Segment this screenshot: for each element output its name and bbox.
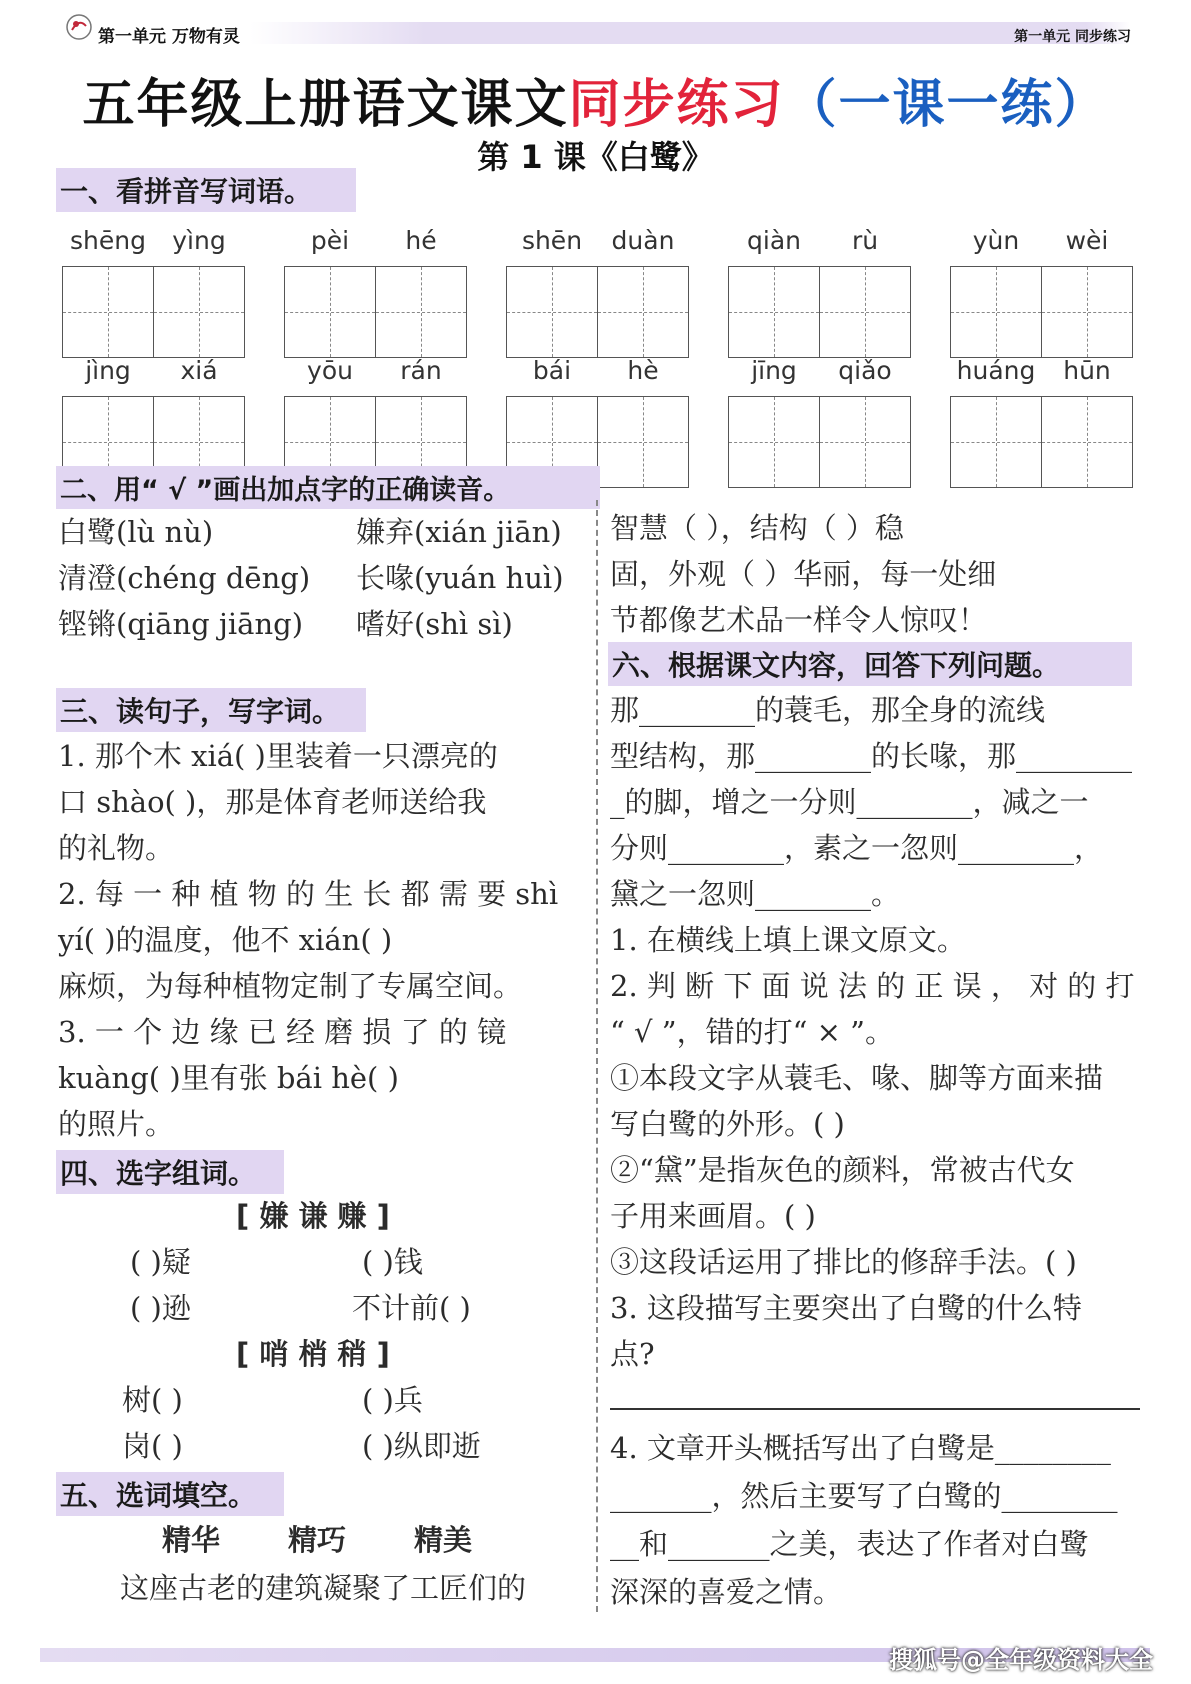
pinyin-syllable: hè: [627, 356, 659, 385]
page-title: [0, 62, 1191, 137]
question-line: 黛之一忽则________。: [610, 877, 901, 911]
reading-item: 嗜好(shì sì): [356, 607, 513, 641]
sentence-line: 口 shào( )，那是体育老师送给我: [58, 785, 487, 819]
word-blank: ( )钱: [362, 1245, 423, 1279]
writing-cell[interactable]: [728, 266, 820, 358]
writing-cell[interactable]: [819, 396, 911, 488]
pinyin-syllable: jīng: [751, 356, 797, 385]
reading-item: 白鹭(lù nù): [58, 515, 214, 549]
question-line: _的脚，增之一分则________，减之一: [610, 785, 1089, 819]
reading-item: 清澄(chéng dēng): [58, 561, 311, 595]
question-line: “ √ ”，错的打“ × ”。: [610, 1015, 894, 1049]
writing-cell[interactable]: [597, 266, 689, 358]
question-line: 型结构，那________的长喙，那________: [610, 739, 1133, 773]
pinyin-syllable: shēng: [70, 226, 146, 255]
pinyin-syllable: pèi: [310, 226, 350, 255]
pinyin-syllable: bái: [532, 356, 572, 385]
question-line: 1. 在横线上填上课文原文。: [610, 923, 966, 957]
pinyin-syllable: rán: [400, 356, 442, 385]
question-line: 子用来画眉。( ): [610, 1199, 816, 1233]
char-group-1: [ 嫌 谦 赚 ]: [236, 1199, 390, 1233]
title-part-2: 同步练习: [568, 75, 785, 135]
sentence-line: 1. 那个木 xiá( )里装着一只漂亮的: [58, 739, 498, 773]
writing-cell[interactable]: [1041, 266, 1133, 358]
header-unit-right: 第一单元 同步练习: [1014, 29, 1131, 45]
section-6-heading: 六、根据课文内容，回答下列问题。: [608, 642, 1132, 686]
writing-cell[interactable]: [62, 266, 154, 358]
pinyin-syllable: jìng: [85, 356, 131, 385]
question-line: 写白鹭的外形。( ): [610, 1107, 845, 1141]
question-line: ②“黛”是指灰色的颜料，常被古代女: [610, 1153, 1075, 1187]
question-line: 深深的喜爱之情。: [610, 1575, 843, 1609]
pinyin-syllable: qiàn: [747, 226, 801, 255]
title-part-1: 五年级上册语文课文: [82, 75, 569, 135]
sentence-line: kuàng( )里有张 bái hè( ): [58, 1061, 399, 1095]
section-5-heading: 五、选词填空。: [56, 1472, 284, 1516]
section-4-heading: 四、选字组词。: [56, 1150, 284, 1194]
writing-cell[interactable]: [153, 266, 245, 358]
pinyin-syllable: qiǎo: [838, 356, 892, 385]
question-line: __和_______之美，表达了作者对白鹭: [610, 1527, 1089, 1561]
writing-cell[interactable]: [284, 266, 376, 358]
word-blank: 岗( ): [122, 1429, 183, 1463]
writing-cell[interactable]: [375, 266, 467, 358]
pinyin-syllable: duàn: [611, 226, 675, 255]
reading-item: 铿锵(qiāng jiāng): [58, 607, 304, 641]
lesson-subtitle: 第 1 课《白鹭》: [477, 138, 714, 176]
pinyin-syllable: rù: [851, 226, 879, 255]
writing-cell[interactable]: [1041, 396, 1133, 488]
title-part-3: （一课一练）: [784, 75, 1109, 135]
word-blank: ( )疑: [130, 1245, 191, 1279]
question-line: 3. 这段描写主要突出了白鹭的什么特: [610, 1291, 1082, 1325]
answer-rule: [610, 1408, 1140, 1410]
pinyin-syllable: yōu: [307, 356, 353, 385]
word-choice: 精华: [162, 1523, 221, 1557]
writing-cell[interactable]: [728, 396, 820, 488]
header-unit-left: 第一单元 万物有灵: [98, 27, 240, 47]
reading-item: 长喙(yuán huì): [356, 561, 564, 595]
writing-cell[interactable]: [950, 396, 1042, 488]
question-line: 分则________，素之一忽则________，: [610, 831, 1104, 865]
section-3-heading: 三、读句子，写字词。: [56, 688, 366, 732]
reading-item: 嫌弃(xián jiān): [356, 515, 562, 549]
footer-watermark: 搜狐号@全年级资料大全: [889, 1646, 1153, 1674]
char-group-2: [ 哨 梢 稍 ]: [236, 1337, 390, 1371]
header-band: [250, 22, 1130, 44]
unit-logo-icon: [64, 12, 94, 42]
pinyin-syllable: huáng: [956, 356, 1036, 385]
word-blank: 树( ): [122, 1383, 183, 1417]
word-choice: 精美: [414, 1523, 473, 1557]
word-blank: ( )纵即逝: [362, 1429, 481, 1463]
writing-cell[interactable]: [506, 266, 598, 358]
sentence-line: 2. 每 一 种 植 物 的 生 长 都 需 要 shì: [58, 877, 559, 911]
writing-cell[interactable]: [950, 266, 1042, 358]
word-blank: 不计前( ): [352, 1291, 471, 1325]
writing-cell[interactable]: [819, 266, 911, 358]
fill-line: 智慧（ ），结构（ ）稳: [610, 511, 904, 545]
section-2-heading: 二、用“ √ ”画出加点字的正确读音。: [56, 466, 600, 509]
word-blank: ( )逊: [130, 1291, 191, 1325]
fill-line: 节都像艺术品一样令人惊叹！: [610, 603, 988, 637]
fill-line: 这座古老的建筑凝聚了工匠们的: [120, 1571, 527, 1605]
column-divider: [596, 500, 598, 1612]
pinyin-syllable: hé: [405, 226, 437, 255]
pinyin-syllable: xiá: [180, 356, 218, 385]
section-1-heading: 一、看拼音写词语。: [56, 168, 356, 212]
word-choice: 精巧: [288, 1523, 347, 1557]
pinyin-syllable: shēn: [521, 226, 583, 255]
pinyin-syllable: yùn: [972, 226, 1020, 255]
pinyin-syllable: yìng: [172, 226, 226, 255]
sentence-line: yí( )的温度，他不 xián( ): [58, 923, 393, 957]
question-line: ③这段话运用了排比的修辞手法。( ): [610, 1245, 1077, 1279]
pinyin-syllable: hūn: [1063, 356, 1111, 385]
question-line: 2. 判 断 下 面 说 法 的 正 误 ， 对 的 打: [610, 969, 1135, 1003]
question-line: 点?: [610, 1337, 655, 1371]
writing-cell[interactable]: [597, 396, 689, 488]
fill-line: 固，外观（ ）华丽，每一处细: [610, 557, 997, 591]
sentence-line: 的礼物。: [58, 831, 175, 865]
question-line: ①本段文字从蓑毛、喙、脚等方面来描: [610, 1061, 1104, 1095]
sentence-line: 3. 一 个 边 缘 已 经 磨 损 了 的 镜: [58, 1015, 507, 1049]
word-blank: ( )兵: [362, 1383, 423, 1417]
question-line: 那________的蓑毛，那全身的流线: [610, 693, 1046, 727]
sentence-line: 的照片。: [58, 1107, 175, 1141]
pinyin-syllable: wèi: [1065, 226, 1109, 255]
question-line: 4. 文章开头概括写出了白鹭是________: [610, 1431, 1111, 1465]
question-line: _______，然后主要写了白鹭的________: [610, 1479, 1118, 1513]
sentence-line: 麻烦，为每种植物定制了专属空间。: [58, 969, 523, 1003]
